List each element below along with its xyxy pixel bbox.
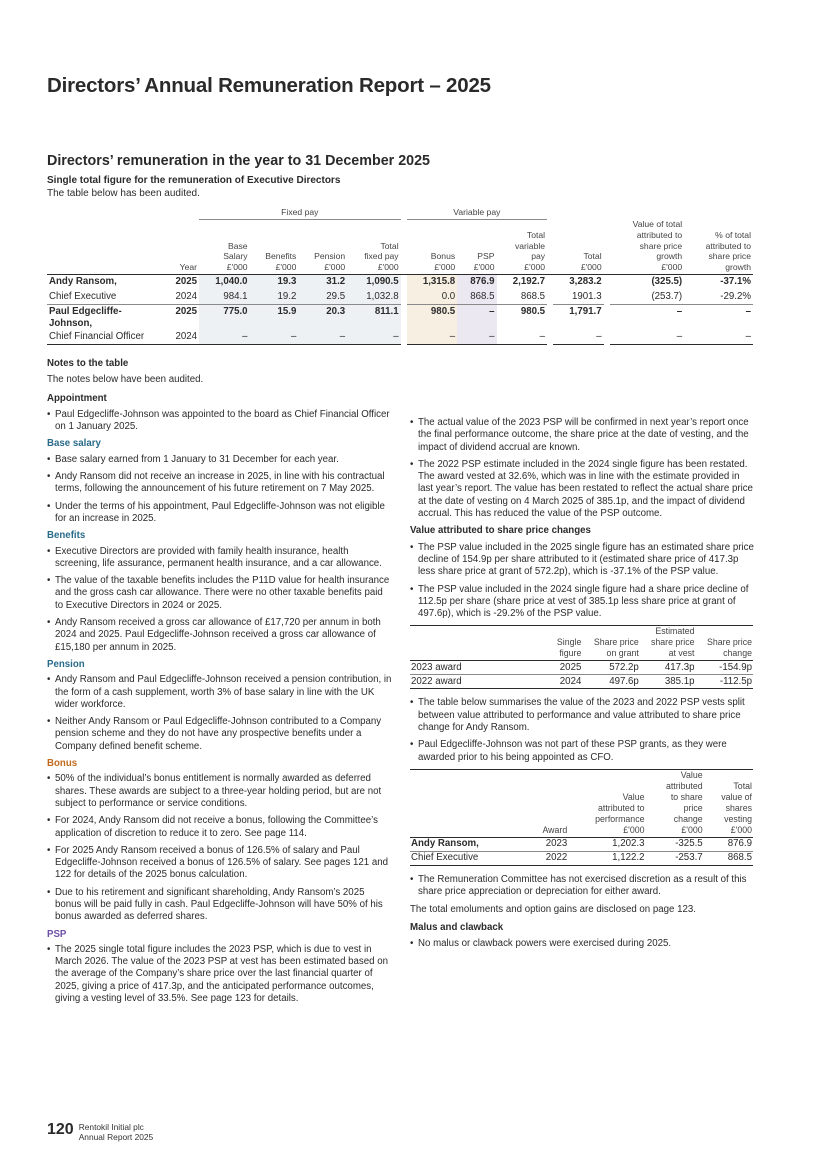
benefits-heading: Benefits [47, 530, 86, 542]
table-row: Paul Edgecliffe- Johnson, 2025 775.0 15.9 20.3 811.1 980.5 – 980.5 1,791.7 – – [49, 305, 751, 329]
malus-clawback-heading: Malus and clawback [410, 921, 504, 933]
list-item: • Andy Ransom and Paul Edgecliffe-Johnson received a pension contribution, in the form of a cash supplement, worth 3% of base salary in line with the UK wider workforce. [47, 674, 393, 711]
list-item: • The PSP value included in the 2025 single figure has an estimated share price decline of 154.9p per share attributed to it (estimated share price of 417.3p less share price at grant of 572.2p), which is -37.1% of the PSP value. [410, 542, 754, 579]
fixed-pay-group-label: Fixed pay [199, 206, 401, 219]
list-item: • The 2025 single total figure includes the 2023 PSP, which is due to vest in March 2026. The value of the 2023 PSP at vest has been estimated based on the average of the Company’s share price over the last financial quarter of 2025, giving a price of 417.3p, and the anticipated performance outcomes, giving a vesting level of 33.5%. See page 123 for details. [47, 944, 393, 1005]
list-item: • No malus or clawback powers were exercised during 2025. [410, 938, 754, 950]
table-row: Chief Executive 2024 984.1 19.2 29.5 1,032.8 0.0 868.5 868.5 1901.3 (253.7) -29.2% [47, 289, 753, 304]
list-item: • The actual value of the 2023 PSP will be confirmed in next year’s report once the final performance outcome, the share price at the date of vesting, and the impact of dividend accrual are known. [410, 417, 754, 454]
header-pension: Pension £'000 [298, 219, 347, 274]
table-row: 2023 award 2025 572.2p 417.3p -154.9p [410, 661, 753, 675]
total-emoluments-note: The total emoluments and option gains are disclosed on page 123. [410, 903, 696, 915]
table-group-header-row [47, 206, 753, 219]
remuneration-table [47, 206, 753, 345]
list-item: • Under the terms of his appointment, Paul Edgecliffe-Johnson was not eligible for an increase in 2025. [47, 501, 393, 526]
audited-note: The table below has been audited. [47, 188, 200, 199]
table-sub-heading: Single total figure for the remuneration of Executive Directors [47, 175, 341, 186]
list-item: • Base salary earned from 1 January to 31 December for each year. [47, 454, 393, 466]
list-item: • The Remuneration Committee has not exercised discretion as a result of this share price appreciation or depreciation for either award. [410, 874, 754, 899]
table-row: Chief Executive 2022 1,122.2 -253.7 868.5 [410, 851, 753, 865]
header-benefits: Benefits £'000 [250, 219, 299, 274]
table-row: Andy Ransom, 2025 1,040.0 19.3 31.2 1,090.5 1,315.8 876.9 2,192.7 3,283.2 (325.5) -37.1% [47, 274, 753, 289]
table-row: 2022 award 2024 497.6p 385.1p -112.5p [410, 675, 753, 689]
list-item: • Executive Directors are provided with family health insurance, health screening, life assurance, permanent health insurance, and a car allowance. [47, 546, 393, 571]
list-item: • The 2022 PSP estimate included in the 2024 single figure has been restated. The award vested at 32.6%, which was in line with the estimate provided in last year’s report. The value has been restated to reflect the actual share price at the date of vesting on 4 March 2025 of 385.1p, and the impact of dividend accrual. This has reduced the value of the PSP outcome. [410, 459, 754, 520]
list-item: • The PSP value included in the 2024 single figure had a share price decline of 112.5p per share (share price at vest of 385.1p less share price at grant of 497.6p), which is -29.2% of the PSP value. [410, 584, 754, 621]
table-header-row [47, 219, 753, 274]
list-item: • For 2024, Andy Ransom did not receive a bonus, following the Committee’s application of discretion to reduce it to zero. See page 114. [47, 815, 393, 840]
table-header-row: Award Value attributed to performance £'000 Value attributed to share price change £'000 Total value of shares vesting £'000 [410, 769, 753, 837]
notes-right-column [410, 417, 754, 955]
variable-pay-group-label: Variable pay [407, 206, 547, 219]
page-number: 120 [47, 1121, 74, 1138]
share-price-changes-heading: Value attributed to share price changes [410, 525, 591, 537]
table-row: Andy Ransom, 2023 1,202.3 -325.5 876.9 [410, 837, 753, 851]
page-title: Directors’ Annual Remuneration Report – 2025 [47, 74, 491, 97]
header-bonus: Bonus £'000 [407, 219, 458, 274]
notes-intro: The notes below have been audited. [47, 374, 204, 386]
header-pct-share-price: % of total attributed to share price growth [684, 219, 753, 274]
psp-value-split-table [410, 769, 753, 866]
header-base-salary: Base Salary £'000 [199, 219, 250, 274]
header-year: Year [165, 219, 199, 274]
header-total-variable: Total variable pay £'000 [497, 219, 548, 274]
page-footer [47, 1121, 153, 1142]
list-item: • 50% of the individual’s bonus entitlement is normally awarded as deferred shares. These awards are subject to a three-year holding period, but are not subject to performance or service conditions. [47, 773, 393, 810]
bonus-heading: Bonus [47, 758, 78, 770]
header-psp: PSP £'000 [457, 219, 496, 274]
psp-heading: PSP [47, 928, 67, 940]
list-item: • The table below summarises the value of the 2023 and 2022 PSP vests split between value attributed to performance and value attributed to share price change for Andy Ransom. [410, 697, 754, 734]
header-value-share-price: Value of total attributed to share price growth £'000 [610, 219, 685, 274]
appointment-heading: Appointment [47, 392, 107, 404]
list-item: • The value of the taxable benefits includes the P11D value for health insurance and the gross cash car allowance. There were no other taxable benefits paid to Executive Directors in 2024 or 2025. [47, 575, 393, 612]
header-total-fixed: Total fixed pay £'000 [347, 219, 400, 274]
table-row: Chief Financial Officer 2024 – – – – – – – – – – [47, 330, 753, 345]
list-item: • Paul Edgecliffe-Johnson was not part of these PSP grants, as they were awarded prior to his being appointed as CFO. [410, 739, 754, 764]
base-salary-heading: Base salary [47, 438, 101, 450]
list-item: • Due to his retirement and significant shareholding, Andy Ransom’s 2025 bonus will be paid fully in cash. Paul Edgecliffe-Johnson will have 50% of his bonus awarded as deferred shares. [47, 887, 393, 924]
list-item: • Neither Andy Ransom or Paul Edgecliffe-Johnson contributed to a Company pension scheme and they do not have any prospective benefits under a Company defined benefit scheme. [47, 716, 393, 753]
list-item: • Paul Edgecliffe-Johnson was appointed to the board as Chief Financial Officer on 1 January 2025. [47, 409, 393, 434]
pension-heading: Pension [47, 658, 85, 670]
share-price-award-table [410, 625, 753, 689]
list-item: • Andy Ransom did not receive an increase in 2025, in line with his contractual terms, following the announcement of his future retirement on 7 May 2025. [47, 471, 393, 496]
notes-left-column [47, 358, 393, 1010]
header-total: Total £'000 [553, 219, 604, 274]
footer-publication: Rentokil Initial plc Annual Report 2025 [78, 1122, 154, 1142]
table-header-row: Single figure Share price on grant Estimated share price at vest Share price change [410, 626, 753, 661]
section-title: Directors’ remuneration in the year to 31 December 2025 [47, 153, 431, 169]
list-item: • Andy Ransom received a gross car allowance of £17,720 per annum in both 2024 and 2025. Paul Edgecliffe-Johnson received a gross car allowance of £15,180 per annum in 2025. [47, 617, 393, 654]
notes-heading: Notes to the table [47, 358, 129, 369]
list-item: • For 2025 Andy Ransom received a bonus of 126.5% of salary and Paul Edgecliffe-Johnson received a bonus of 126.5% of salary. See pages 121 and 122 for details of the 2025 bonus calculation. [47, 845, 393, 882]
